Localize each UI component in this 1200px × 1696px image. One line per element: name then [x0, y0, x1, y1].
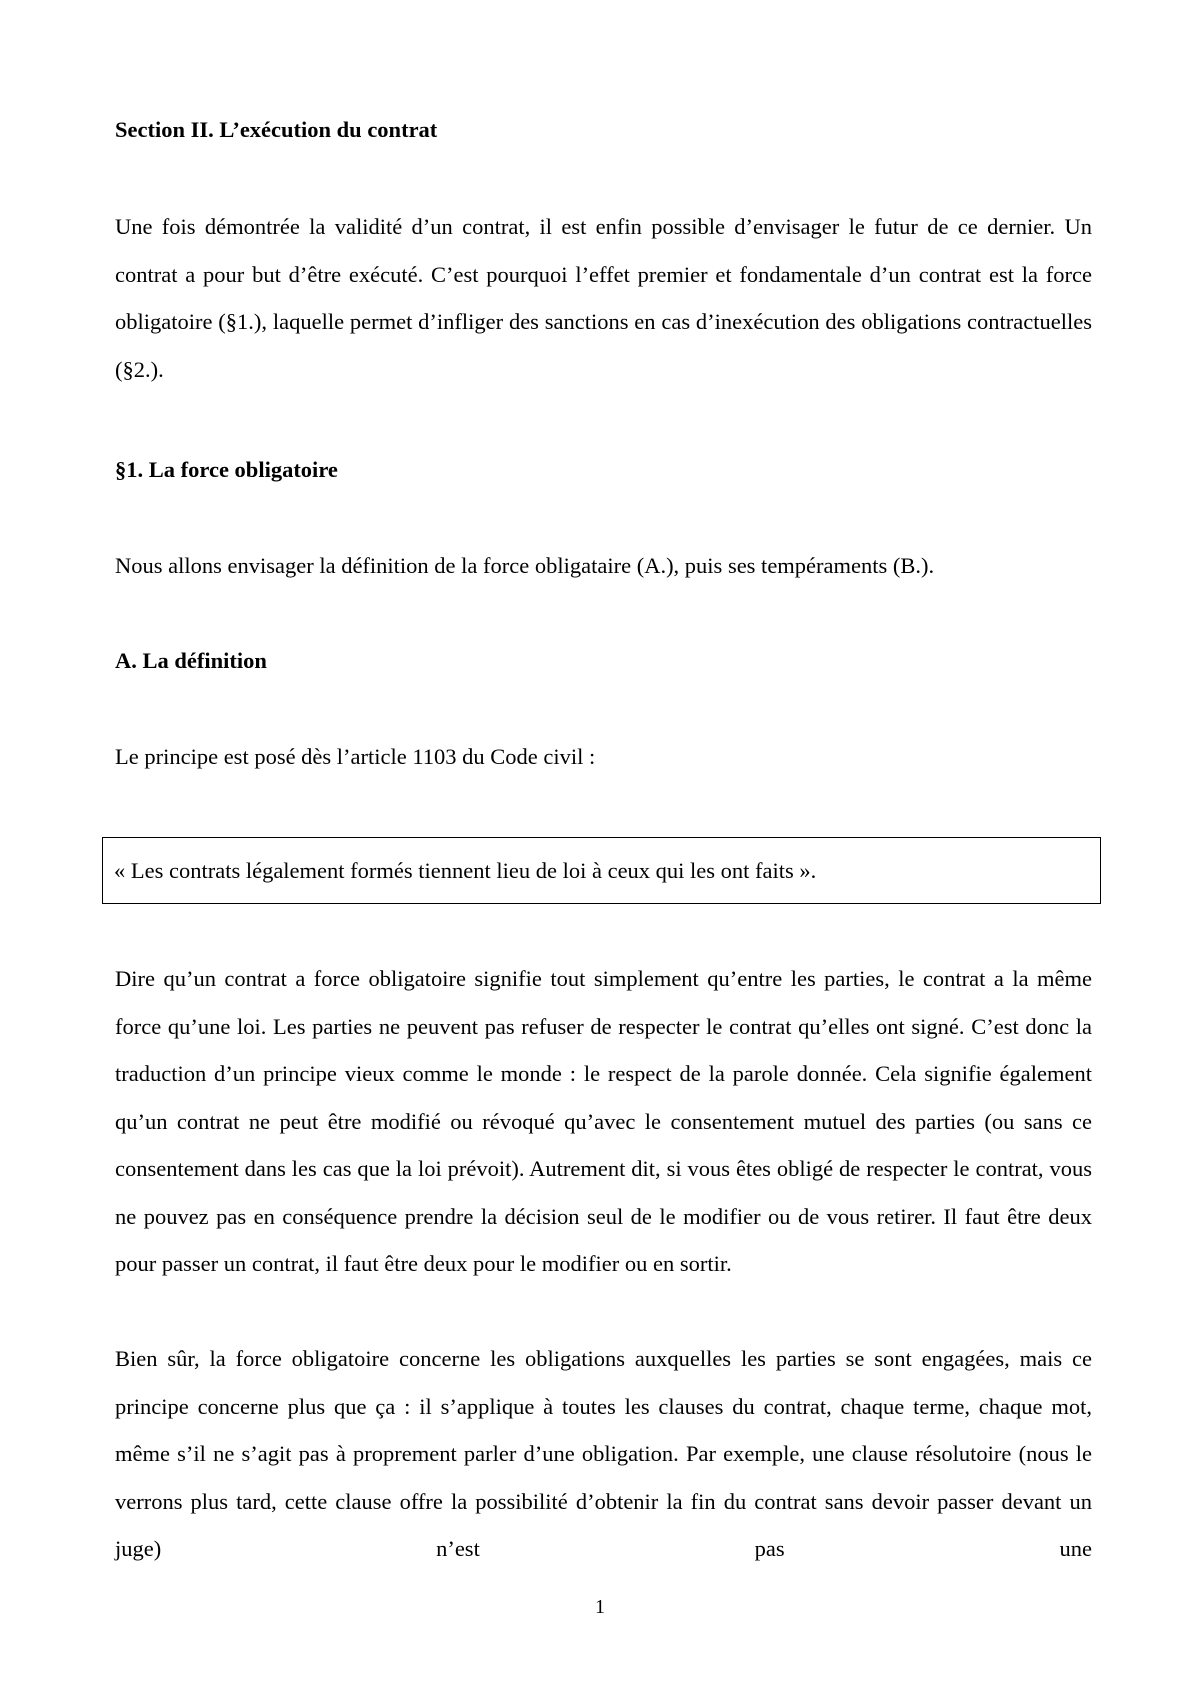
- principle-sentence: Le principe est posé dès l’article 1103 du Code civil :: [115, 744, 596, 769]
- article-quote: « Les contrats légalement formés tiennent lieu de loi à ceux qui les ont faits ».: [114, 858, 817, 883]
- subsection-1-title: §1. La force obligatoire: [115, 457, 338, 482]
- page-number: 1: [595, 1596, 605, 1618]
- article-quote-box: [102, 837, 1101, 904]
- intro-paragraph: Une fois démontrée la validité d’un contrat, il est enfin possible d’envisager le futur de ce dernier. Un contrat a pour but d’être exécuté. C’est pourquoi l’effet premier et fondamentale d’un contrat est la force obligatoire (§1.), laquelle permet d’infliger des sanctions en cas d’inexécution des obligations contractuelles (§2.).: [115, 214, 1092, 382]
- explanation-paragraph-1: Dire qu’un contrat a force obligatoire signifie tout simplement qu’entre les parties, le contrat a la même force qu’une loi. Les parties ne peuvent pas refuser de respecter le contrat qu’elles ont signé. C’est donc la traduction d’un principe vieux comme le monde : le respect de la parole donnée. Cela signifie également qu’un contrat ne peut être modifié ou révoqué qu’avec le consentement mutuel des parties (ou sans ce consentement dans les cas que la loi prévoit). Autrement dit, si vous êtes obligé de respecter le contrat, vous ne pouvez pas en conséquence prendre la décision seul de le modifier ou de vous retirer. Il faut être deux pour passer un contrat, il faut être deux pour le modifier ou en sortir.: [115, 966, 1092, 1276]
- explanation-paragraph-2: Bien sûr, la force obligatoire concerne les obligations auxquelles les parties se sont engagées, mais ce principe concerne plus que ça : il s’applique à toutes les clauses du contrat, chaque terme, chaque mot, même s’il ne s’agit pas à proprement parler d’une obligation. Par exemple, une clause résolutoire (nous le verrons plus tard, cette clause offre la possibilité d’obtenir la fin du contrat sans devoir passer devant un juge) n’est pas une: [115, 1346, 1092, 1561]
- section-title: Section II. L’exécution du contrat: [115, 117, 438, 142]
- subsection-1-intro: Nous allons envisager la définition de la force obligataire (A.), puis ses tempéraments (B.).: [115, 553, 935, 578]
- part-a-title: A. La définition: [115, 648, 267, 673]
